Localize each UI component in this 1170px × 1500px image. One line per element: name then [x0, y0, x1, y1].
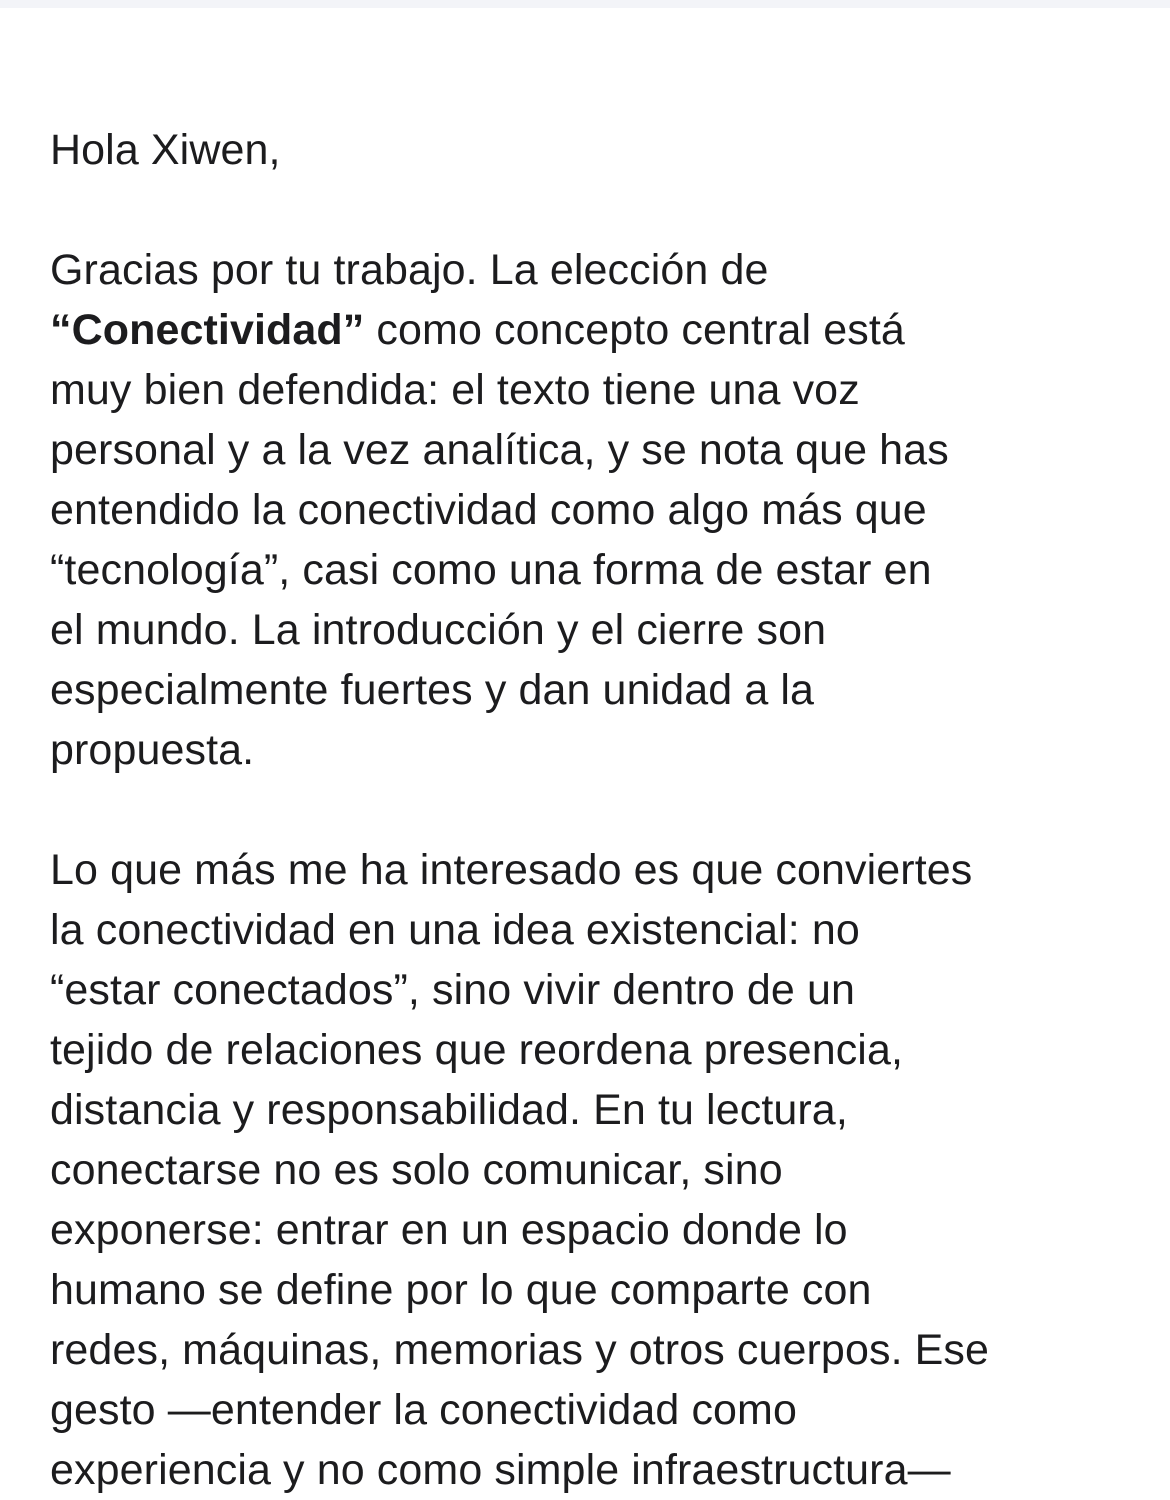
text-line: el mundo. La introducción y el cierre son [50, 606, 827, 654]
text-fragment: como concepto central está [364, 306, 905, 354]
top-header-strip [0, 0, 1170, 8]
text-line: humano se define por lo que comparte con [50, 1266, 872, 1314]
text-line: exponerse: entrar en un espacio donde lo [50, 1206, 848, 1254]
paragraph-2 [50, 840, 1130, 1500]
text-line: entendido la conectividad como algo más que [50, 486, 927, 534]
text-line: conectarse no es solo comunicar, sino [50, 1146, 783, 1194]
bold-term: “Conectividad” [50, 306, 365, 354]
text-line: experiencia y no como simple infraestructura— [50, 1446, 951, 1494]
text-line: especialmente fuertes y dan unidad a la [50, 666, 815, 714]
text-line: “estar conectados”, sino vivir dentro de un [50, 966, 855, 1014]
text-line: distancia y responsabilidad. En tu lectura, [50, 1086, 848, 1134]
paragraph-1 [50, 240, 1130, 780]
text-line: la conectividad en una idea existencial: no [50, 906, 860, 954]
text-line: gesto —entender la conectividad como [50, 1386, 797, 1434]
text-line: “tecnología”, casi como una forma de estar en [50, 546, 932, 594]
text-line [50, 300, 1130, 360]
text-line: muy bien defendida: el texto tiene una voz [50, 366, 860, 414]
greeting: Hola Xiwen, [50, 126, 281, 174]
text-line: redes, máquinas, memorias y otros cuerpos. Ese [50, 1326, 990, 1374]
text-line: propuesta. [50, 726, 255, 774]
email-body [50, 120, 1130, 1500]
text-line: personal y a la vez analítica, y se nota que has [50, 426, 949, 474]
text-line: Lo que más me ha interesado es que conviertes [50, 846, 973, 894]
text-line: tejido de relaciones que reordena presencia, [50, 1026, 904, 1074]
text-line: Gracias por tu trabajo. La elección de [50, 246, 769, 294]
